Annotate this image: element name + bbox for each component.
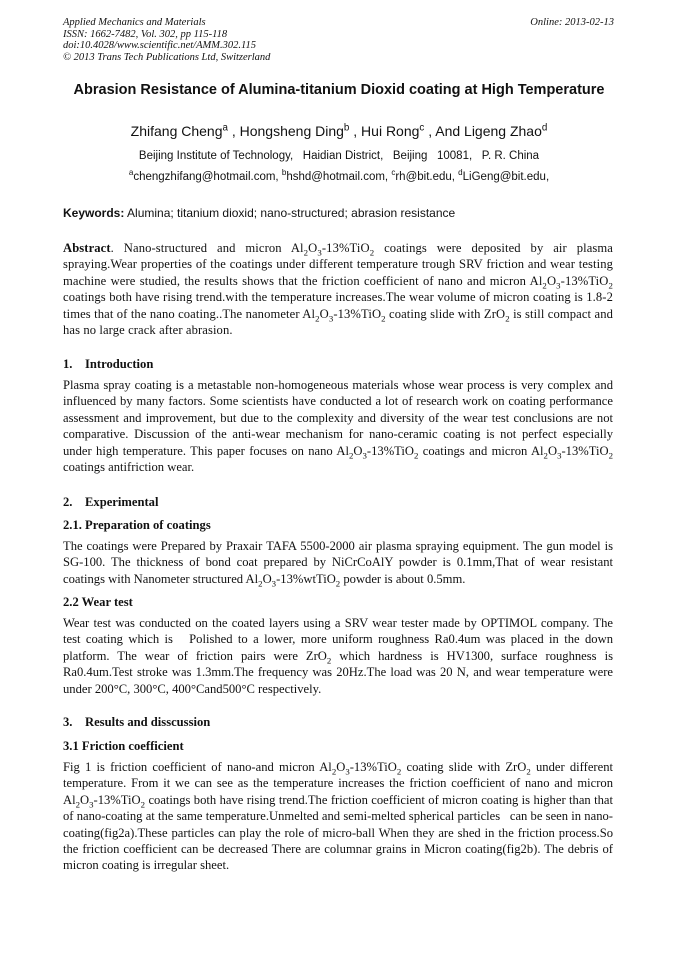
section-heading-introduction — [63, 356, 613, 372]
doi-line: doi:10.4028/www.scientific.net/AMM.302.115 — [63, 40, 256, 52]
author-sep: , — [227, 123, 240, 139]
keywords — [63, 206, 613, 221]
abstract-text: . Nano-structured and micron $Al_2O_3-13\%TiO_2$ coatings were deposited by air plasma spraying.Wear properties of the coatings under different temperature trough SRV friction and wear testing machine were studied, the results shows that the friction coefficient of nano and micron $Al_2O_3-13\%TiO_2$ coatings both have rising trend.with the temperature increases.The wear volume of micron coating is 1.8-2 times that of the nano coating..The nanometer $Al_2O_3-13\%TiO_2$ coating slide with ZrO$_2$ is still compact and has no large crack after abrasion. — [63, 241, 613, 338]
section-title: Introduction — [85, 357, 154, 371]
preparation-paragraph: The coatings were Prepared by Praxair TAFA 5500-2000 air plasma spraying equipment. The gun model is SG-100. The thickness of bond coat prepared by NiCrCoAlY powder is 0.1mm,That of wear resistant coatings with Nanometer structured $Al_2O_3-13\%wtTiO_2$ powder is about 0.5mm. — [63, 539, 613, 589]
copyright-line: © 2013 Trans Tech Publications Ltd, Switzerland — [63, 51, 271, 63]
email-sup: b — [281, 168, 287, 178]
author-name: Hongsheng Ding — [239, 123, 344, 139]
author-sup: d — [541, 122, 548, 134]
keywords-text: Alumina; titanium dioxid; nano-structured; abrasion resistance — [124, 206, 456, 220]
subsection-heading-preparation: 2.1. Preparation of coatings — [63, 518, 211, 532]
section-title: Results and disscussion — [85, 715, 211, 729]
subsection-heading-friction: 3.1 Friction coefficient — [63, 739, 184, 753]
affiliation: Beijing Institute of Technology, Haidian District, Beijing 10081, P. R. China — [138, 150, 540, 162]
section-number: 3. — [63, 715, 73, 729]
journal-header — [63, 17, 270, 63]
keywords-label: Keywords: — [63, 206, 125, 220]
section-number: 2. — [63, 495, 73, 509]
author-name: Zhifang Cheng — [130, 123, 223, 139]
email-sup: a — [128, 168, 134, 178]
section-heading-experimental — [63, 494, 613, 510]
wear-test-paragraph: Wear test was conducted on the coated layers using a SRV wear tester made by OPTIMOL company. The test coating which is Polished to a lower, more uniform roughness Ra0.4um was placed in the down platform. The wear of friction pairs were ZrO$_2$ which hardness is HV1300, surface roughness is Ra0.4um.Test stroke was 1.3mm.The frequency was 20Hz.The load was 20 N, and wear temperature were under 200°C, 300°C, 400°Cand500°C respectively. — [63, 616, 613, 696]
section-number: 1. — [63, 357, 73, 371]
email-address: rh@bit.edu, — [395, 171, 459, 183]
email-address: chengzhifang@hotmail.com, — [133, 171, 282, 183]
email-sup: d — [458, 168, 463, 178]
author-name: Hui Rong — [361, 123, 420, 139]
paper-title: Abrasion Resistance of Alumina-titanium Dioxid coating at High Temperature — [73, 82, 605, 98]
author-sup: b — [343, 122, 350, 134]
online-date: Online: 2013-02-13 — [530, 17, 614, 28]
abstract — [63, 240, 613, 338]
email-address: hshd@hotmail.com, — [286, 171, 392, 183]
section-heading-results — [63, 714, 613, 730]
friction-paragraph: Fig 1 is friction coefficient of nano-and micron $Al_2O_3-13\%TiO_2$ coating slide with ZrO$_2$ under different temperature. From it we can see as the temperature increases the friction coefficient of nano and micron $Al_2O_3-13\%TiO_2$ coatings both have rising trend.The friction coefficient of micron coating is higher than that of nano-coating at the same temperature.Unmelted and semi-melted spherical particles can be seen in nano-coating(fig2a).These particles can play the role of micro-ball When they are shed in the friction process.So the friction coefficient can be decreased There are columnar grains in Micron coating(fig2b). The debris of micron coating is irregular sheet. — [63, 760, 613, 873]
abstract-label: Abstract — [63, 241, 111, 255]
section-title: Experimental — [85, 495, 159, 509]
introduction-paragraph: Plasma spray coating is a metastable non-homogeneous materials whose wear process is very complex and influenced by many factors. Some scientists have conducted a lot of research work on coating performance assessment and improvement, but due to the complexity and diversity of the wear test conclusions are not comparative. Discussion of the anti-wear mechanism for nano-ceramic coating is not perfect especially under high temperature. This paper focuses on nano $Al_2O_3-13\%TiO_2$ coatings and micron $Al_2O_3-13\%TiO_2$ coatings antifriction wear. — [63, 378, 613, 475]
author-sup: c — [419, 122, 425, 134]
journal-name: Applied Mechanics and Materials — [63, 17, 206, 28]
author-list — [40, 122, 638, 140]
issn-line: ISSN: 1662-7482, Vol. 302, pp 115-118 — [63, 28, 228, 40]
email-address: LiGeng@bit.edu, — [462, 171, 550, 183]
author-sup: a — [222, 122, 228, 134]
author-sep: , — [349, 123, 362, 139]
author-sep: , — [424, 123, 433, 139]
email-sup: c — [391, 168, 396, 178]
subsection-heading-wear-test: 2.2 Wear test — [63, 595, 133, 609]
author-name: And Ligeng Zhao — [435, 123, 542, 139]
email-list — [40, 170, 638, 185]
